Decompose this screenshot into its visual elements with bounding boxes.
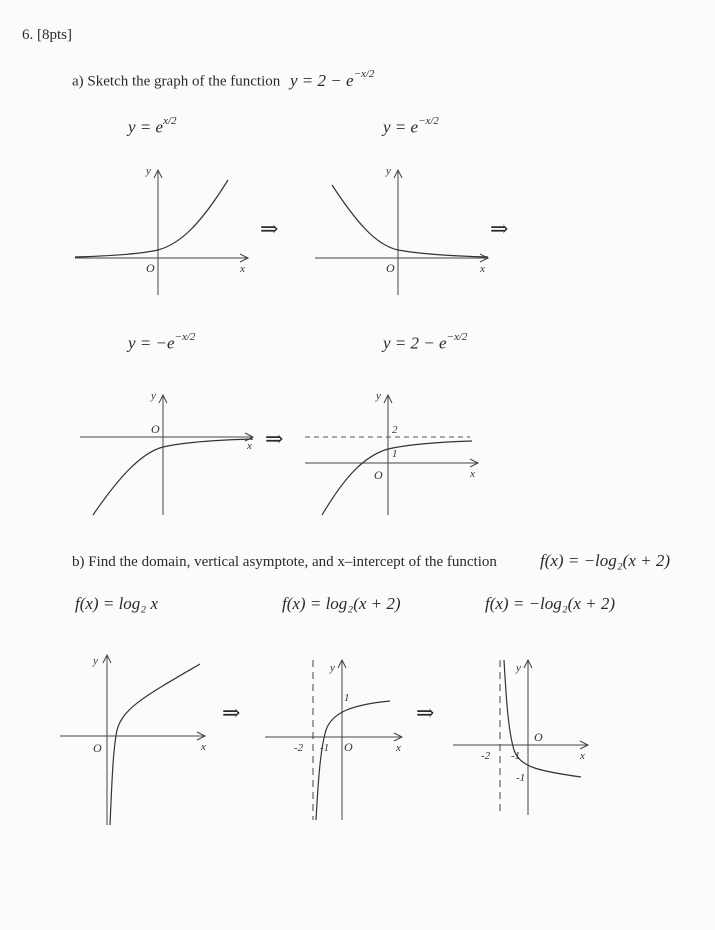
arrow-a1: ⇒ [260, 216, 279, 241]
arrow-a2: ⇒ [490, 216, 509, 241]
x-axis-label: x [580, 750, 585, 762]
arrow-b2: ⇒ [416, 700, 435, 725]
problem-points: [8pts] [37, 27, 72, 43]
arrow-b1: ⇒ [222, 700, 241, 725]
tick-label-neg2: -2 [481, 750, 491, 762]
step-b2-label: f(x) = log₂(x + 2) [282, 594, 401, 613]
x-axis-label: x [240, 263, 245, 275]
tick-label-neg1-y: -1 [516, 772, 526, 784]
x-axis-label: x [480, 263, 485, 275]
tick-label-neg2: -2 [294, 742, 304, 754]
problem-number: 6. [22, 27, 34, 43]
curve-exp-growth [75, 180, 228, 257]
y-axis-label: y [386, 165, 391, 177]
curve-exp-decay [332, 185, 488, 257]
graph-b2 [260, 655, 410, 825]
origin-label: O [146, 261, 155, 275]
x-axis-label: x [247, 440, 252, 452]
origin-label: O [374, 468, 383, 482]
tick-label-1: 1 [392, 448, 398, 460]
step-a2-label: $y = e^{-x/2}$ [383, 115, 439, 137]
origin-label: O [344, 740, 353, 754]
origin-label: O [534, 730, 543, 744]
arrow-a3: ⇒ [265, 426, 284, 451]
x-axis-label: x [470, 468, 475, 480]
part-a-function: $y = 2 - e^{-x/2}$ [290, 68, 375, 90]
part-a-prompt-text: a) Sketch the graph of the function [72, 73, 281, 90]
y-axis-label: y [330, 662, 335, 674]
tick-label-neg1-x: -1 [511, 750, 521, 762]
tick-label-neg1: -1 [320, 742, 330, 754]
x-axis-label: x [396, 742, 401, 754]
x-axis-label: x [201, 741, 206, 753]
tick-label-2: 2 [392, 424, 398, 436]
problem-header [22, 27, 72, 44]
part-b-prompt-text: b) Find the domain, vertical asymptote, and x–intercept of the function [72, 554, 497, 570]
step-a1-label: $y = e^{x/2}$ [128, 115, 177, 137]
origin-label: O [386, 261, 395, 275]
graph-a4 [300, 385, 490, 520]
curve-log [110, 664, 200, 825]
step-a4-label: $y = 2 - e^{-x/2}$ [383, 331, 468, 353]
y-axis-label: y [151, 390, 156, 402]
y-axis-label: y [376, 390, 381, 402]
graph-b3 [448, 655, 598, 825]
origin-label: O [151, 422, 160, 436]
step-b1-label: f(x) = log₂ x [75, 594, 158, 613]
part-b-prompt [72, 554, 497, 571]
step-a3-label: $y = -e^{-x/2}$ [128, 331, 196, 353]
graph-a2 [310, 160, 500, 305]
part-a-prompt [72, 70, 374, 91]
y-axis-label: y [93, 655, 98, 667]
y-axis-label: y [146, 165, 151, 177]
tick-label-1: 1 [344, 692, 350, 704]
step-b3-label: f(x) = −log₂(x + 2) [485, 594, 616, 613]
graph-a3 [75, 385, 265, 520]
curve-neg-exp [93, 439, 253, 515]
graph-b1 [55, 650, 215, 830]
curve-shifted-log [316, 701, 390, 820]
part-b-function: f(x) = −log₂(x + 2) [540, 551, 671, 570]
graph-a1 [70, 160, 260, 305]
origin-label: O [93, 741, 102, 755]
y-axis-label: y [516, 662, 521, 674]
